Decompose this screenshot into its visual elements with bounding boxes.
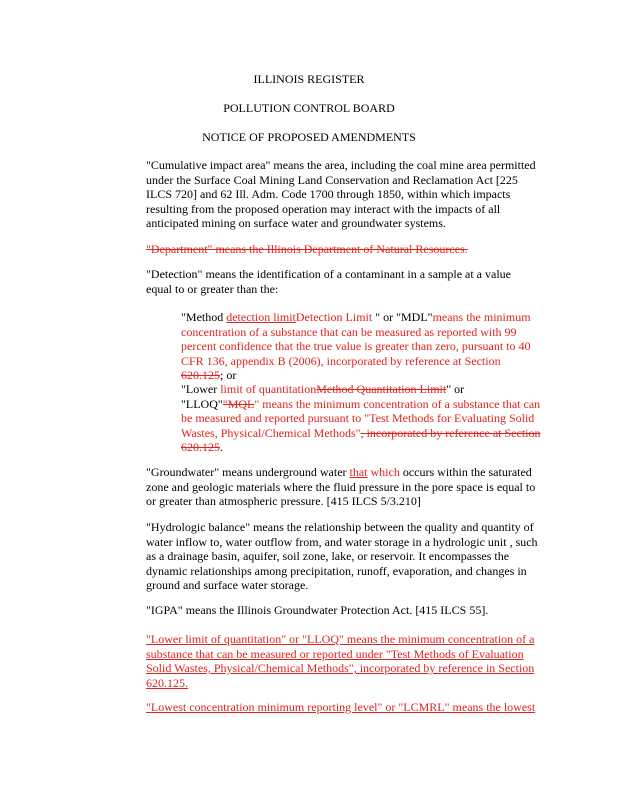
deleted-text: 620.125 <box>181 368 220 382</box>
groundwater-text: occurs within the saturated zone and geologic materials where the fluid pressure in the pore space is equal to or greater than atmospheric pressure. [415 ILCS 5/3.210] <box>146 465 536 508</box>
mdl-text: "Method <box>181 310 227 324</box>
revised-text: Detection Limit <box>295 310 376 324</box>
hydrologic-balance-definition: "Hydrologic balance" means the relationship between the quality and quantity of water inflow to, water outflow from, and water storage in a hydrologic unit , such as a drainage basin, aquifer, soil zone, lake, or reservoir. It encompasses the dynamic relationships among precipitation, runoff, evaporation, and changes in ground and surface water storage. <box>146 520 538 592</box>
lloq-text: . <box>220 440 223 454</box>
mdl-item <box>181 310 541 383</box>
deleted-text: "MQL <box>222 396 255 411</box>
mdl-text: ; or <box>220 368 237 382</box>
inserted-text: "Lower limit of quantitation" or "LLOQ" means the minimum concentration of a substance that can be measured or reported under "Test Methods of Evaluation Solid Wastes, Physical/Chemical Methods", incorporated by reference in Section 620.125. <box>146 632 535 690</box>
lloq-text: "Lower <box>181 382 221 396</box>
groundwater-definition <box>146 465 538 509</box>
lloq-definition-inserted <box>146 632 538 690</box>
mdl-text: " or "MDL" <box>375 310 433 324</box>
detection-definition: "Detection" means the identification of a contaminant in a sample at a value equal to or greater than the: <box>146 267 511 296</box>
revised-text: which <box>367 465 400 479</box>
cumulative-impact-definition: "Cumulative impact area" means the area, including the coal mine area permitted under the Surface Coal Mining Land Conservation and Reclamation Act [225 ILCS 720] and 62 Ill. Adm. Code 1700 through 1850, within which impacts resulting from the proposed operation may interact with the impacts of all anticipated mining on surface water and groundwater systems. <box>146 158 536 230</box>
lloq-text: " or <box>446 382 465 396</box>
notice-title: NOTICE OF PROPOSED AMENDMENTS <box>202 130 416 144</box>
deleted-text: "Department" means the Illinois Department of Natural Resources. <box>146 242 468 256</box>
revised-text: " means the minimum concentration of a substance that can be measured and reported pursuant to "Test Methods for Evaluating Solid Wastes, Physical/Chemical Methods" <box>181 396 541 440</box>
department-definition-deleted <box>146 242 538 257</box>
deleted-text: , incorporated by reference at Section 620.125 <box>181 425 541 454</box>
deleted-text: Method Quantitation Limit <box>316 382 447 396</box>
lcmrl-definition-inserted <box>146 700 538 715</box>
revised-text: limit of quantitation <box>220 382 317 396</box>
igpa-definition: "IGPA" means the Illinois Groundwater Protection Act. [415 ILCS 55]. <box>146 603 489 617</box>
inserted-text: "Lowest concentration minimum reporting level" or "LCMRL" means the lowest <box>146 700 536 714</box>
inserted-text: that <box>349 465 368 479</box>
groundwater-text: "Groundwater" means underground water <box>146 465 350 479</box>
inserted-text: detection limit <box>226 310 296 324</box>
lloq-item <box>181 382 541 455</box>
revised-text: means the minimum concentration of a substance that can be measured as reported with 99 percent confidence that the true value is greater than zero, pursuant to 40 CFR 136, appendix B (2006), incorporated by reference at Section <box>181 310 531 368</box>
register-title: ILLINOIS REGISTER <box>253 72 365 86</box>
board-title: POLLUTION CONTROL BOARD <box>223 101 395 115</box>
lloq-text: "LLOQ" <box>181 396 223 411</box>
